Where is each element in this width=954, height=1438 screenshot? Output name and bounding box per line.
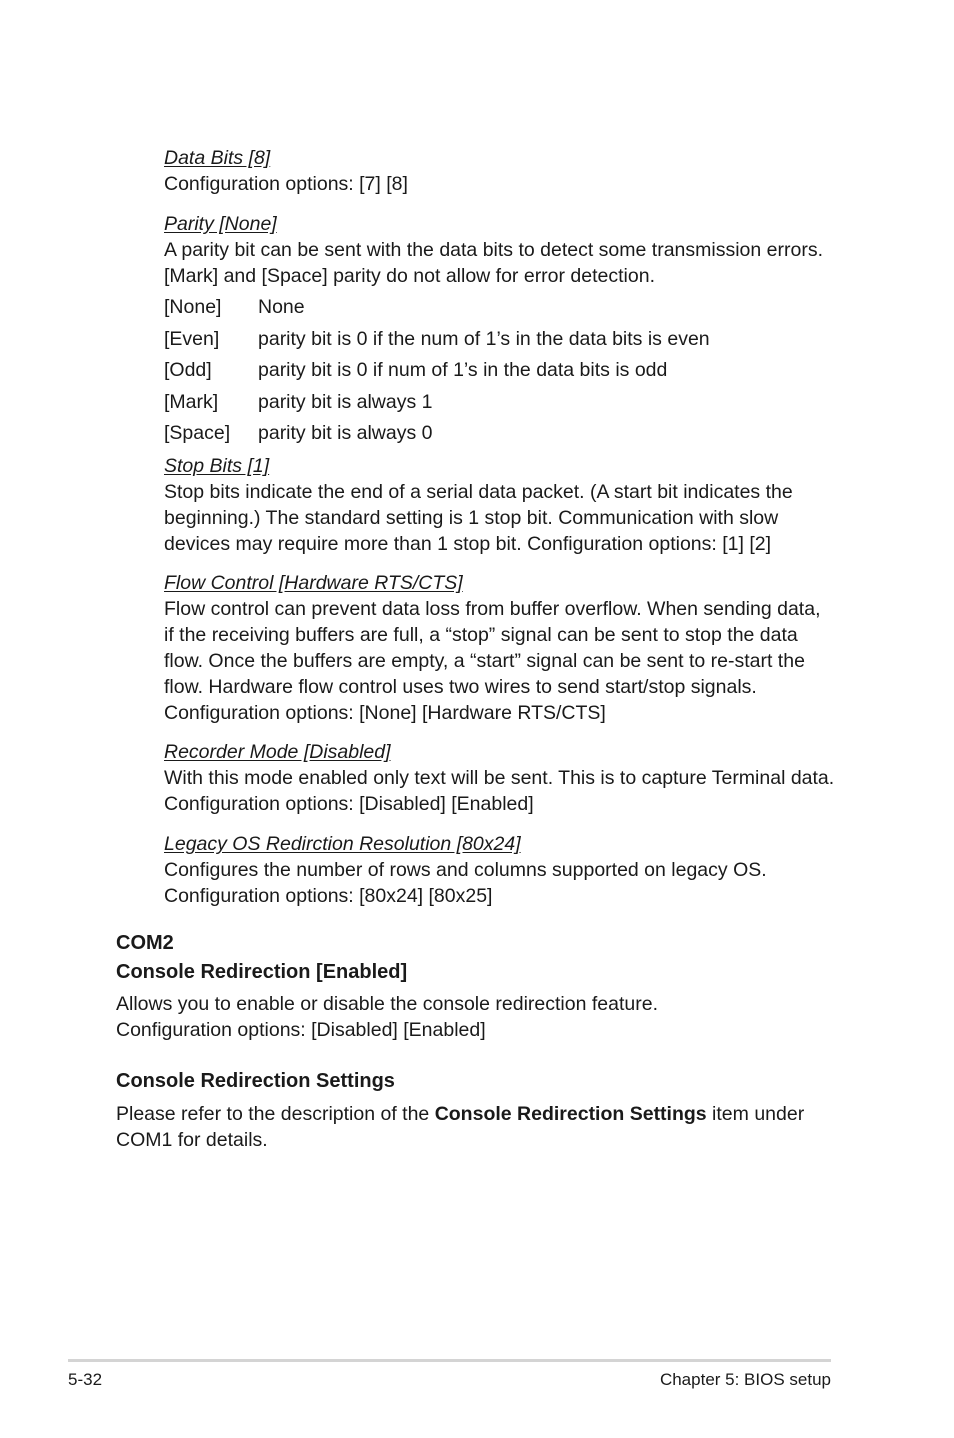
flow-control-line: flow. Hardware flow control uses two wires to send start/stop signals. bbox=[164, 676, 757, 698]
option-desc: parity bit is 0 if the num of 1’s in the data bits is even bbox=[258, 327, 710, 350]
page-number: 5-32 bbox=[68, 1370, 103, 1389]
com2-line: Allows you to enable or disable the console redirection feature. bbox=[116, 993, 658, 1015]
stop-bits-line: devices may require more than 1 stop bit. Configuration options: [1] [2] bbox=[164, 533, 771, 555]
data-bits-section bbox=[164, 145, 844, 197]
crs-text-bold: Console Redirection Settings bbox=[434, 1103, 707, 1125]
com2-heading: COM2 bbox=[116, 932, 174, 954]
legacy-os-title: Legacy OS Redirction Resolution [80x24] bbox=[164, 833, 521, 855]
stop-bits-title: Stop Bits [1] bbox=[164, 455, 270, 477]
parity-option-mark bbox=[164, 389, 844, 421]
crs-line-1 bbox=[116, 1101, 846, 1127]
flow-control-line: flow. Once the buffers are empty, a “start” signal can be sent to re-start the bbox=[164, 650, 805, 672]
option-key: [Even] bbox=[164, 327, 220, 350]
option-desc: parity bit is always 1 bbox=[258, 390, 433, 413]
com2-line: Configuration options: [Disabled] [Enabled] bbox=[116, 1019, 486, 1041]
flow-control-line: Flow control can prevent data loss from buffer overflow. When sending data, bbox=[164, 598, 821, 620]
recorder-mode-title: Recorder Mode [Disabled] bbox=[164, 741, 391, 763]
option-key: [Mark] bbox=[164, 390, 219, 413]
parity-option-odd bbox=[164, 357, 844, 389]
crs-text-pre: Please refer to the description of the bbox=[116, 1103, 435, 1125]
option-desc: None bbox=[258, 296, 305, 318]
footer-divider bbox=[68, 1359, 831, 1362]
crs-text-post: item under bbox=[706, 1103, 805, 1125]
chapter-label: Chapter 5: BIOS setup bbox=[659, 1370, 831, 1389]
com2-section bbox=[116, 929, 846, 1043]
flow-control-section bbox=[164, 570, 844, 726]
console-redirection-settings-section bbox=[116, 1067, 846, 1153]
recorder-mode-line: With this mode enabled only text will be sent. This is to capture Terminal data. bbox=[164, 767, 835, 789]
option-key: [Odd] bbox=[164, 359, 212, 381]
stop-bits-line: beginning.) The standard setting is 1 stop bit. Communication with slow bbox=[164, 507, 779, 529]
stop-bits-section bbox=[164, 453, 844, 557]
console-redirection-settings-heading: Console Redirection Settings bbox=[116, 1070, 395, 1092]
parity-option-even bbox=[164, 326, 844, 358]
flow-control-line: if the receiving buffers are full, a “stop” signal can be sent to stop the data bbox=[164, 624, 798, 646]
option-key: [Space] bbox=[164, 422, 231, 444]
parity-line-2: [Mark] and [Space] parity do not allow for error detection. bbox=[164, 265, 655, 287]
recorder-mode-section bbox=[164, 739, 844, 817]
option-desc: parity bit is always 0 bbox=[258, 422, 433, 444]
flow-control-line: Configuration options: [None] [Hardware RTS/CTS] bbox=[164, 702, 606, 724]
legacy-os-section bbox=[164, 831, 844, 909]
parity-title: Parity [None] bbox=[164, 213, 277, 235]
recorder-mode-line: Configuration options: [Disabled] [Enabled] bbox=[164, 793, 534, 815]
parity-option-space bbox=[164, 420, 844, 452]
parity-line-1: A parity bit can be sent with the data bits to detect some transmission errors. bbox=[164, 239, 823, 261]
option-key: [None] bbox=[164, 296, 222, 318]
option-desc: parity bit is 0 if num of 1’s in the data bits is odd bbox=[258, 359, 668, 381]
legacy-os-line: Configures the number of rows and columns supported on legacy OS. bbox=[164, 859, 767, 881]
parity-option-none bbox=[164, 294, 844, 326]
crs-line-2: COM1 for details. bbox=[116, 1129, 268, 1151]
data-bits-text: Configuration options: [7] [8] bbox=[164, 173, 408, 195]
parity-section bbox=[164, 211, 844, 452]
stop-bits-line: Stop bits indicate the end of a serial data packet. (A start bit indicates the bbox=[164, 481, 793, 503]
legacy-os-line: Configuration options: [80x24] [80x25] bbox=[164, 885, 493, 907]
console-redirection-heading: Console Redirection [Enabled] bbox=[116, 961, 408, 983]
flow-control-title: Flow Control [Hardware RTS/CTS] bbox=[164, 572, 463, 594]
data-bits-title: Data Bits [8] bbox=[164, 147, 271, 169]
